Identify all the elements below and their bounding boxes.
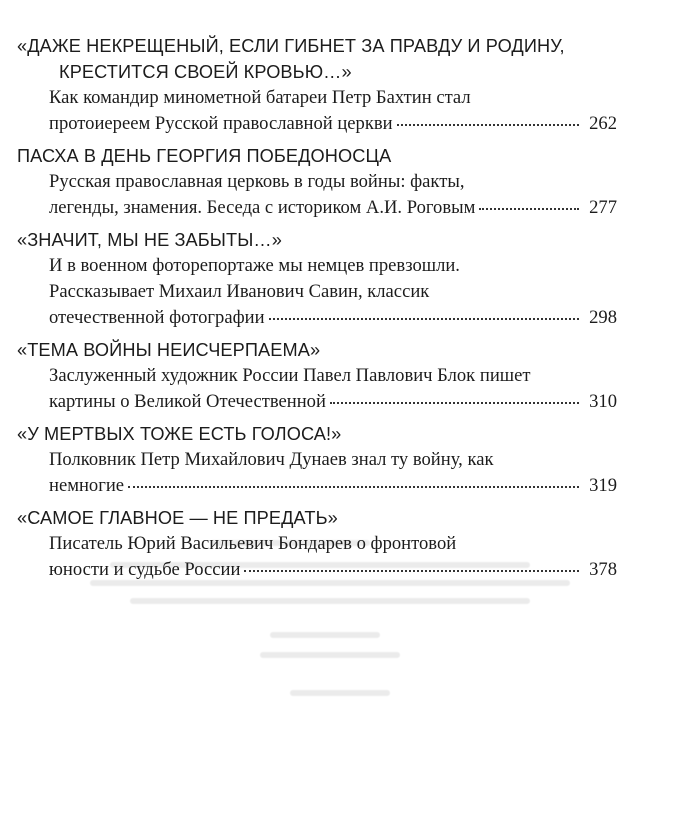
dot-leader: [269, 305, 579, 323]
description-last-line: [49, 389, 617, 415]
table-of-contents: [17, 33, 617, 583]
toc-entry: [17, 421, 617, 499]
entry-title-continuation: КРЕСТИТСЯ СВОЕЙ КРОВЬЮ…»: [59, 62, 352, 82]
toc-entry: [17, 143, 617, 221]
toc-entry: [17, 227, 617, 331]
entry-title: «У МЕРТВЫХ ТОЖЕ ЕСТЬ ГОЛОСА!»: [17, 424, 342, 444]
description-line: легенды, знамения. Беседа с историком А.И. Роговым: [49, 197, 476, 218]
entry-description: [17, 169, 617, 221]
description-line: Русская православная церковь в годы войны: факты,: [49, 171, 465, 192]
entry-title: «САМОЕ ГЛАВНОЕ — НЕ ПРЕДАТЬ»: [17, 508, 338, 528]
dot-leader: [244, 557, 579, 575]
description-line: Полковник Петр Михайлович Дунаев знал ту войну, как: [49, 449, 494, 470]
description-line: немногие: [49, 475, 125, 496]
page-number: 378: [589, 559, 617, 580]
description-line: Как командир минометной батареи Петр Бахтин стал: [49, 87, 471, 108]
description-last-line: [49, 557, 617, 583]
description-line: картины о Великой Отечественной: [49, 391, 326, 412]
description-line: И в военном фоторепортаже мы немцев превзошли.: [49, 255, 460, 276]
description-last-line: [49, 111, 617, 137]
page-number: 262: [589, 113, 617, 134]
description-line: отечественной фотографии: [49, 307, 265, 328]
entry-title: «ТЕМА ВОЙНЫ НЕИСЧЕРПАЕМА»: [17, 340, 321, 360]
entry-description: [17, 531, 617, 583]
page-number: 277: [589, 197, 617, 218]
entry-title: «ЗНАЧИТ, МЫ НЕ ЗАБЫТЫ…»: [17, 230, 282, 250]
entry-description: [17, 363, 617, 415]
toc-entry: [17, 33, 617, 137]
entry-title: ПАСХА В ДЕНЬ ГЕОРГИЯ ПОБЕДОНОСЦА: [17, 146, 392, 166]
page-number: 298: [589, 307, 617, 328]
description-last-line: [49, 195, 617, 221]
dot-leader: [397, 111, 579, 129]
dot-leader: [330, 389, 579, 407]
entry-description: [17, 85, 617, 137]
entry-description: [17, 447, 617, 499]
page-number: 319: [589, 475, 617, 496]
description-last-line: [49, 305, 617, 331]
description-line: Рассказывает Михаил Иванович Савин, классик: [49, 281, 430, 302]
description-last-line: [49, 473, 617, 499]
page-number: 310: [589, 391, 617, 412]
entry-title: «ДАЖЕ НЕКРЕЩЕНЫЙ, ЕСЛИ ГИБНЕТ ЗА ПРАВДУ И РОДИНУ,: [17, 36, 565, 56]
dot-leader: [128, 473, 579, 491]
description-line: протоиереем Русской православной церкви: [49, 113, 393, 134]
entry-description: [17, 253, 617, 331]
toc-entry: [17, 505, 617, 583]
toc-entry: [17, 337, 617, 415]
description-line: юности и судьбе России: [49, 559, 241, 580]
dot-leader: [479, 195, 579, 213]
description-line: Писатель Юрий Васильевич Бондарев о фронтовой: [49, 533, 457, 554]
description-line: Заслуженный художник России Павел Павлович Блок пишет: [49, 365, 531, 386]
